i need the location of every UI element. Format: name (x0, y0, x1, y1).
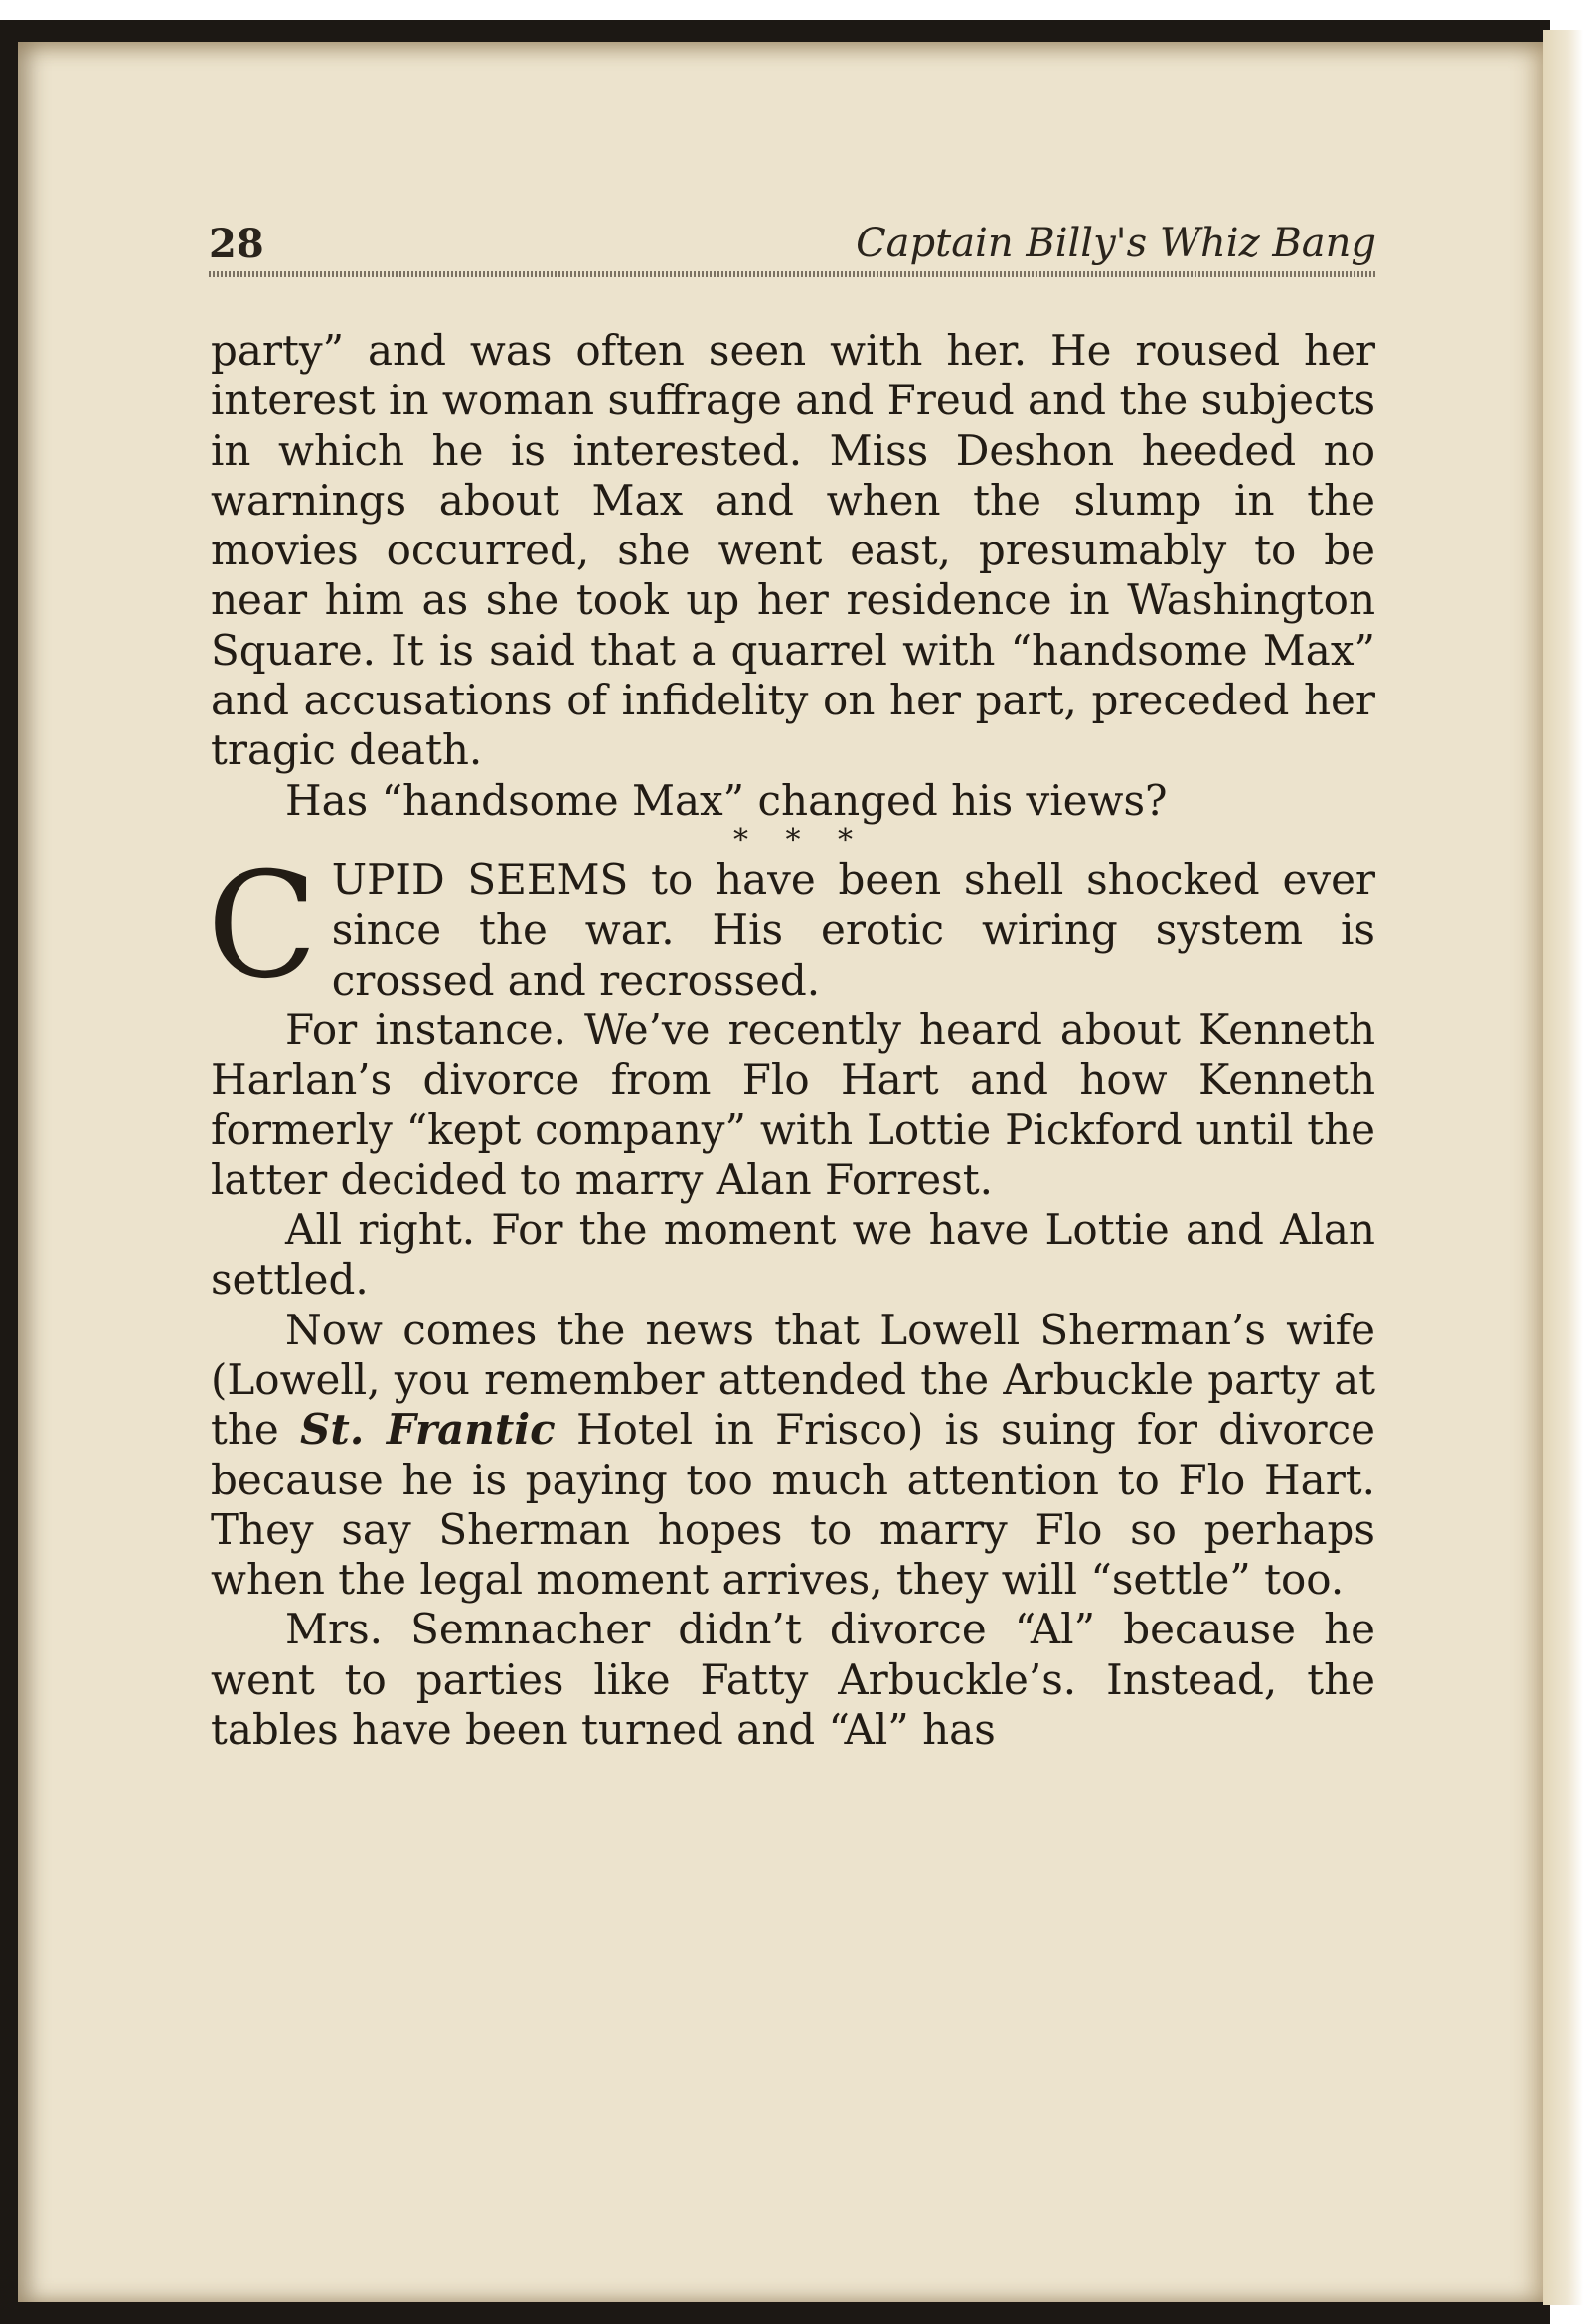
running-title: Captain Billy's Whiz Bang (856, 221, 1376, 266)
paragraph-7: Mrs. Semnacher didn’t divorce “Al” because he went to parties like Fatty Arbuckle’s. Instead, the tables have been turned and “Al” has (211, 1605, 1375, 1755)
drop-cap: C (207, 841, 318, 1010)
paragraph-5: All right. For the moment we have Lottie and Alan settled. (211, 1205, 1375, 1305)
paragraph-6-text-b: Hotel in Frisco) is suing for divorce because he is paying too much attention to Flo Hart. They say Sherman hopes to marry Flo so perhaps when the legal moment arrives, they will “settle” too. (211, 1405, 1375, 1605)
body-text (207, 326, 1375, 1755)
section-separator: * * * (732, 822, 868, 857)
paragraph-1: party” and was often seen with her. He roused her interest in woman suffrage and Freud and the subjects in which he is interested. Miss Deshon heeded no warnings about Max and when the slump in the movies occurred, she went east, presumably to be near him as she took up her residence in Washington Square. It is said that a quarrel with “handsome Max” and accusations of infidelity on her part, preceded her tragic death. (211, 326, 1375, 775)
page-fore-edge (1543, 30, 1583, 2305)
header-rule (209, 271, 1376, 277)
paragraph-6-text-a: Now comes the news that Lowell Sherman’s wife (Lowell, you remember attended the Arbuckle party at the (211, 1305, 1375, 1455)
paragraph-2: Has “handsome Max” changed his views? (285, 775, 1168, 825)
page-number: 28 (209, 221, 264, 267)
paragraph-6 (211, 1306, 1375, 1606)
hotel-name: St. Frantic (300, 1405, 556, 1455)
paragraph-3-text: UPID SEEMS to have been shell shocked ever since the war. His erotic wiring system is crossed and recrossed. (331, 854, 1375, 1005)
paragraph-3 (207, 841, 1375, 1010)
paragraph-4: For instance. We’ve recently heard about Kenneth Harlan’s divorce from Flo Hart and how Kenneth formerly “kept company” with Lottie Pickford until the latter decided to marry Alan Forrest. (211, 1005, 1375, 1204)
